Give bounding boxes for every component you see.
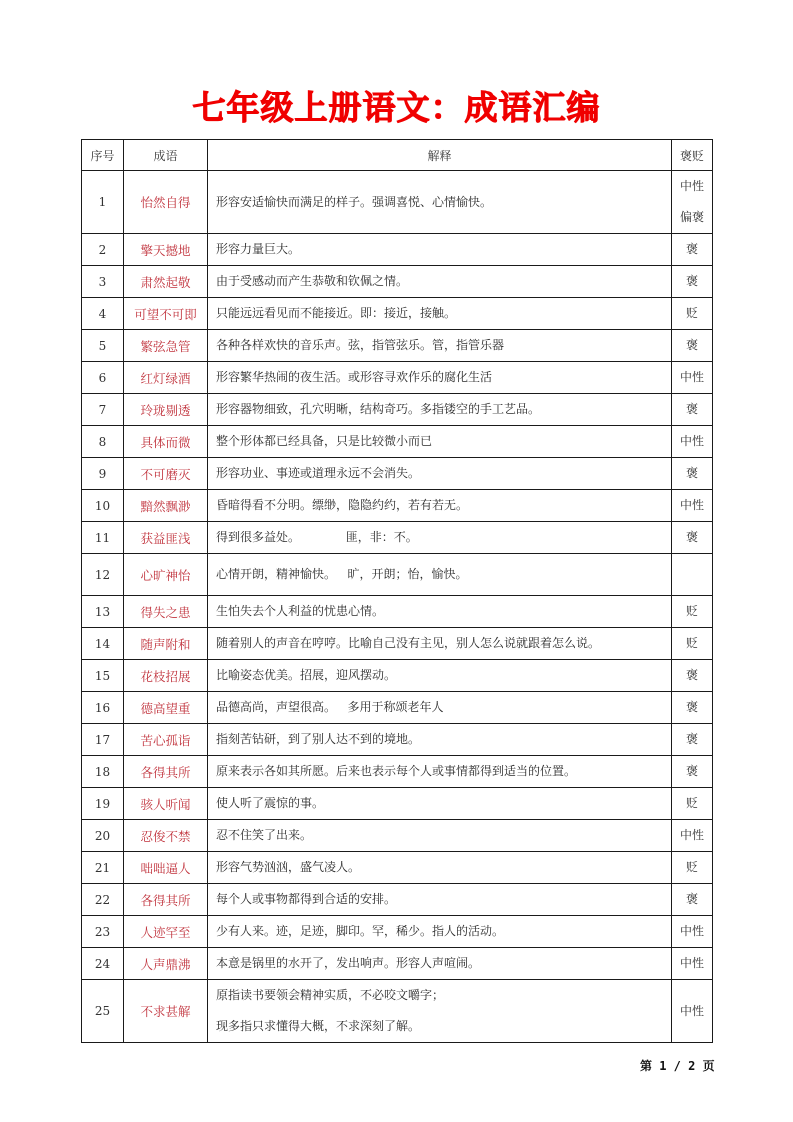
tone-cell <box>672 692 713 724</box>
explanation-cell <box>208 852 672 884</box>
row-number: 14 <box>82 628 124 660</box>
explanation-line: 比喻姿态优美。招展，迎风摆动。 <box>216 668 397 682</box>
explanation-line: 形容器物细致，孔穴明晰，结构奇巧。多指镂空的手工艺品。 <box>216 402 541 416</box>
explanation-cell <box>208 628 672 660</box>
row-number: 23 <box>82 916 124 948</box>
tone-cell <box>672 522 713 554</box>
tone-label: 褒 <box>685 530 698 544</box>
tone-label: 褒 <box>685 732 698 746</box>
idiom-text: 人迹罕至 <box>124 916 208 948</box>
explanation-line: 使人听了震惊的事。 <box>216 796 325 810</box>
explanation-line: 各种各样欢快的音乐声。弦，指管弦乐。管，指管乐器 <box>216 338 505 352</box>
row-number: 5 <box>82 330 124 362</box>
idiom-table <box>81 139 713 1043</box>
explanation-cell <box>208 266 672 298</box>
tone-cell <box>672 394 713 426</box>
explanation-cell <box>208 756 672 788</box>
idiom-text: 随声附和 <box>124 628 208 660</box>
idiom-text: 骇人听闻 <box>124 788 208 820</box>
row-number: 20 <box>82 820 124 852</box>
explanation-cell <box>208 362 672 394</box>
idiom-text: 各得其所 <box>124 756 208 788</box>
row-number: 21 <box>82 852 124 884</box>
header-num: 序号 <box>82 140 124 171</box>
idiom-text: 心旷神怡 <box>124 554 208 596</box>
table-row <box>82 884 713 916</box>
idiom-text: 人声鼎沸 <box>124 948 208 980</box>
explanation-cell <box>208 554 672 596</box>
table-row <box>82 820 713 852</box>
tone-cell <box>672 852 713 884</box>
table-row <box>82 394 713 426</box>
explanation-line: 昏暗得看不分明。缥缈，隐隐约约，若有若无。 <box>216 498 469 512</box>
table-row <box>82 522 713 554</box>
tone-label: 褒 <box>685 274 698 288</box>
explanation-line: 本意是锅里的水开了，发出响声。形容人声喧闹。 <box>216 956 481 970</box>
explanation-cell <box>208 394 672 426</box>
table-row <box>82 980 713 1043</box>
tone-label: 中性 <box>679 498 704 512</box>
explanation-line: 心情开朗，精神愉快。 旷，开朗；怡，愉快。 <box>216 567 468 581</box>
explanation-line: 形容功业、事迹或道理永远不会消失。 <box>216 466 421 480</box>
explanation-line: 忍不住笑了出来。 <box>216 828 313 842</box>
idiom-text: 花枝招展 <box>124 660 208 692</box>
row-number: 1 <box>82 171 124 234</box>
idiom-text: 具体而微 <box>124 426 208 458</box>
explanation-line: 形容安适愉快而满足的样子。强调喜悦、心情愉快。 <box>216 194 493 209</box>
row-number: 6 <box>82 362 124 394</box>
idiom-text: 肃然起敬 <box>124 266 208 298</box>
table-row <box>82 756 713 788</box>
idiom-text: 得失之患 <box>124 596 208 628</box>
row-number: 16 <box>82 692 124 724</box>
explanation-cell <box>208 596 672 628</box>
table-row <box>82 171 713 234</box>
tone-cell <box>672 884 713 916</box>
page-title: 七年级上册语文：成语汇编 <box>192 88 601 127</box>
table-row <box>82 948 713 980</box>
idiom-text: 忍俊不禁 <box>124 820 208 852</box>
table-row <box>82 426 713 458</box>
idiom-text: 获益匪浅 <box>124 522 208 554</box>
tone-label: 中性 <box>679 924 704 938</box>
explanation-cell <box>208 724 672 756</box>
row-number: 10 <box>82 490 124 522</box>
tone-label: 中性 <box>679 434 704 448</box>
header-idiom: 成语 <box>124 140 208 171</box>
idiom-text: 苦心孤诣 <box>124 724 208 756</box>
explanation-line: 现多指只求懂得大概，不求深刻了解。 <box>216 1019 421 1033</box>
tone-label: 褒 <box>685 892 698 906</box>
row-number: 18 <box>82 756 124 788</box>
tone-label: 贬 <box>685 860 698 874</box>
row-number: 17 <box>82 724 124 756</box>
tone-cell <box>672 426 713 458</box>
idiom-text: 咄咄逼人 <box>124 852 208 884</box>
explanation-cell <box>208 692 672 724</box>
table-row <box>82 298 713 330</box>
row-number: 22 <box>82 884 124 916</box>
explanation-cell <box>208 660 672 692</box>
row-number: 24 <box>82 948 124 980</box>
table-row <box>82 788 713 820</box>
page-number: 第 1 / 2 页 <box>640 1059 715 1073</box>
tone-cell <box>672 916 713 948</box>
explanation-cell <box>208 298 672 330</box>
explanation-line: 形容力量巨大。 <box>216 242 301 256</box>
explanation-cell <box>208 980 672 1043</box>
idiom-text: 不可磨灭 <box>124 458 208 490</box>
row-number: 11 <box>82 522 124 554</box>
explanation-cell <box>208 522 672 554</box>
table-row <box>82 596 713 628</box>
idiom-text: 德高望重 <box>124 692 208 724</box>
row-number: 2 <box>82 234 124 266</box>
table-row <box>82 916 713 948</box>
tone-cell <box>672 948 713 980</box>
idiom-text: 红灯绿酒 <box>124 362 208 394</box>
tone-cell <box>672 330 713 362</box>
explanation-cell <box>208 884 672 916</box>
tone-label: 褒 <box>685 700 698 714</box>
tone-cell <box>672 362 713 394</box>
idiom-text: 不求甚解 <box>124 980 208 1043</box>
idiom-text: 可望不可即 <box>124 298 208 330</box>
explanation-cell <box>208 234 672 266</box>
header-tone: 褒贬 <box>672 140 713 171</box>
tone-label: 中性 <box>679 1003 704 1018</box>
explanation-cell <box>208 788 672 820</box>
tone-cell <box>672 980 713 1043</box>
row-number: 7 <box>82 394 124 426</box>
tone-label: 中性 <box>679 370 704 384</box>
table-row <box>82 628 713 660</box>
row-number: 9 <box>82 458 124 490</box>
tone-cell <box>672 266 713 298</box>
explanation-cell <box>208 426 672 458</box>
tone-label: 贬 <box>685 796 698 810</box>
explanation-line: 随着别人的声音在哼哼。比喻自己没有主见，别人怎么说就跟着怎么说。 <box>216 636 601 650</box>
tone-label: 褒 <box>685 668 698 682</box>
table-row <box>82 852 713 884</box>
explanation-line: 整个形体都已经具备，只是比较微小而已 <box>216 434 433 448</box>
table-row <box>82 234 713 266</box>
explanation-line: 指刻苦钻研，到了别人达不到的境地。 <box>216 732 421 746</box>
explanation-line: 得到很多益处。 匪，非：不。 <box>216 530 418 544</box>
table-body <box>82 171 713 1043</box>
explanation-line: 原指读书要领会精神实质，不必咬文嚼字； <box>216 988 445 1002</box>
row-number: 8 <box>82 426 124 458</box>
tone-cell <box>672 628 713 660</box>
table-row <box>82 458 713 490</box>
idiom-text: 黯然飘渺 <box>124 490 208 522</box>
tone-label: 褒 <box>685 466 698 480</box>
table-header-row <box>82 140 713 171</box>
tone-label: 贬 <box>685 306 698 320</box>
tone-cell <box>672 756 713 788</box>
tone-cell <box>672 490 713 522</box>
tone-label: 贬 <box>685 636 698 650</box>
tone-label: 贬 <box>685 604 698 618</box>
explanation-line: 每个人或事物都得到合适的安排。 <box>216 892 397 906</box>
explanation-line: 品德高尚，声望很高。 多用于称颂老年人 <box>216 700 444 714</box>
header-explanation: 解释 <box>208 140 672 171</box>
explanation-cell <box>208 458 672 490</box>
explanation-cell <box>208 916 672 948</box>
idiom-text: 怡然自得 <box>124 171 208 234</box>
explanation-cell <box>208 948 672 980</box>
table-row <box>82 660 713 692</box>
explanation-line: 形容气势汹汹，盛气凌人。 <box>216 860 361 874</box>
row-number: 4 <box>82 298 124 330</box>
table-row <box>82 266 713 298</box>
explanation-cell <box>208 820 672 852</box>
tone-label: 褒 <box>685 402 698 416</box>
row-number: 12 <box>82 554 124 596</box>
idiom-text: 各得其所 <box>124 884 208 916</box>
tone-label: 中性 <box>679 179 704 193</box>
tone-cell <box>672 820 713 852</box>
row-number: 15 <box>82 660 124 692</box>
explanation-line: 生怕失去个人利益的忧患心情。 <box>216 604 385 618</box>
idiom-text: 繁弦急管 <box>124 330 208 362</box>
table-row <box>82 554 713 596</box>
row-number: 19 <box>82 788 124 820</box>
explanation-line: 原来表示各如其所愿。后来也表示每个人或事情都得到适当的位置。 <box>216 764 577 778</box>
table-row <box>82 724 713 756</box>
table-row <box>82 330 713 362</box>
tone-cell <box>672 596 713 628</box>
explanation-line: 少有人来。迹，足迹，脚印。罕，稀少。指人的活动。 <box>216 924 505 938</box>
row-number: 25 <box>82 980 124 1043</box>
tone-cell <box>672 788 713 820</box>
row-number: 3 <box>82 266 124 298</box>
explanation-cell <box>208 171 672 234</box>
tone-cell <box>672 554 713 596</box>
tone-cell <box>672 234 713 266</box>
idiom-text: 玲珑剔透 <box>124 394 208 426</box>
tone-label: 褒 <box>685 764 698 778</box>
tone-label: 中性 <box>679 956 704 970</box>
explanation-line: 形容繁华热闹的夜生活。或形容寻欢作乐的腐化生活 <box>216 370 493 384</box>
explanation-line: 由于受感动而产生恭敬和钦佩之情。 <box>216 274 409 288</box>
table-row <box>82 490 713 522</box>
explanation-line: 只能远远看见而不能接近。即：接近，接触。 <box>216 306 457 320</box>
explanation-cell <box>208 490 672 522</box>
tone-label: 中性 <box>679 828 704 842</box>
tone-label: 褒 <box>685 338 698 352</box>
row-number: 13 <box>82 596 124 628</box>
tone-cell <box>672 724 713 756</box>
tone-cell <box>672 660 713 692</box>
tone-cell <box>672 171 713 234</box>
tone-label: 褒 <box>685 242 698 256</box>
tone-cell <box>672 458 713 490</box>
table-row <box>82 692 713 724</box>
table-row <box>82 362 713 394</box>
tone-cell <box>672 298 713 330</box>
tone-label: 偏褒 <box>679 210 704 224</box>
explanation-cell <box>208 330 672 362</box>
idiom-text: 擎天撼地 <box>124 234 208 266</box>
